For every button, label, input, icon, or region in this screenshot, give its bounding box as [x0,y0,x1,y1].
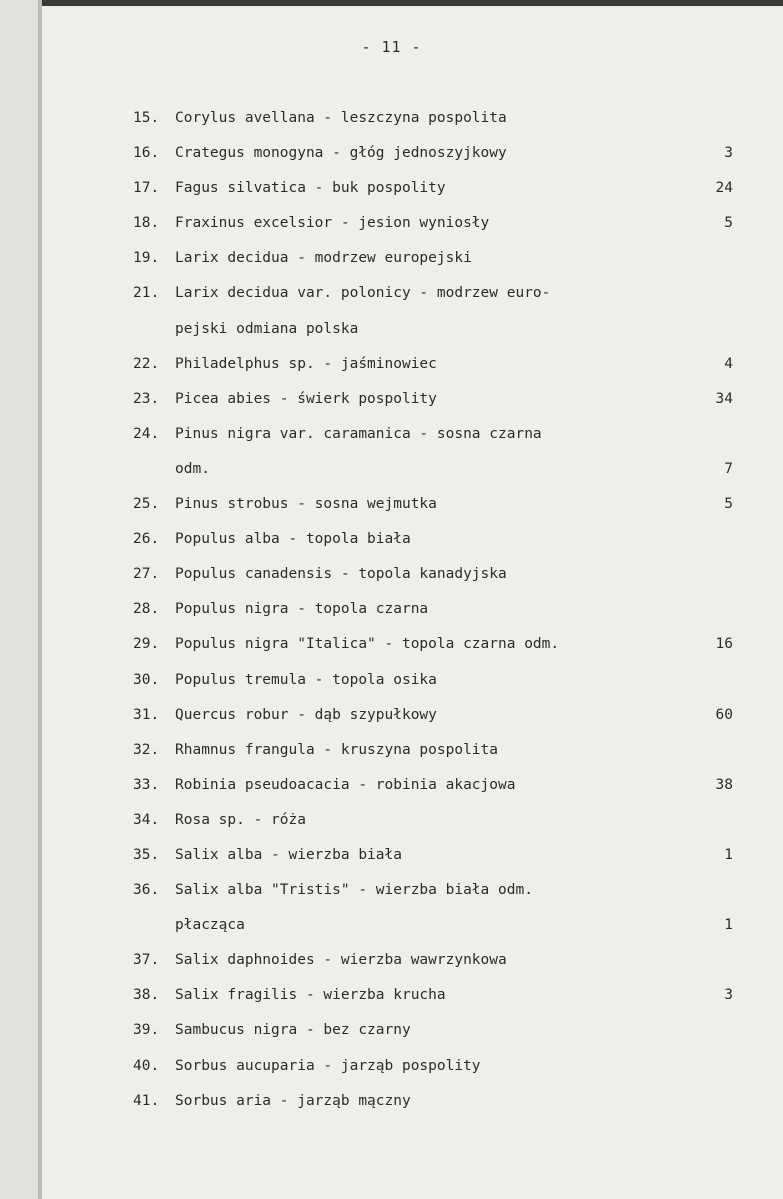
item-number: 15. [133,110,160,126]
species-name: Salix alba - wierzba biała [175,846,402,863]
species-name: Crategus monogyna - głóg jednoszyjkowy [175,145,507,162]
item-number: 41. [133,1092,160,1109]
item-number: 36. [133,882,160,899]
species-name: Populus nigra - topola czarna [175,601,429,618]
species-name: Picea abies - świerk pospolity [175,390,437,407]
list-item [133,527,753,562]
item-number: 23. [133,390,160,407]
item-number: 25. [133,496,160,513]
page-number: - 11 - [361,38,422,56]
item-quantity: 4 [724,355,733,372]
item-quantity: 7 [724,460,733,477]
list-item [133,352,753,387]
item-quantity: 16 [715,636,733,653]
item-quantity: 38 [715,776,733,793]
item-quantity: 5 [724,496,733,513]
item-number: 37. [133,952,160,969]
item-number: 16. [133,145,160,162]
item-number: 31. [133,706,160,723]
species-name: Sambucus nigra - bez czarny [175,1022,411,1039]
item-quantity: 1 [724,917,733,934]
list-item [133,632,753,667]
item-number: 18. [133,215,160,232]
list-item [133,1018,753,1053]
species-name: Quercus robur - dąb szypułkowy [175,706,437,723]
species-name: Populus nigra "Italica" - topola czarna odm. [175,636,560,653]
item-number: 35. [133,846,160,863]
item-number: 38. [133,987,160,1004]
list-item [133,808,753,843]
list-item [133,457,753,492]
species-name: Salix fragilis - wierzba krucha [175,987,446,1004]
item-quantity: 3 [724,145,733,162]
species-name: płacząca [175,917,245,934]
species-name: Larix decidua - modrzew europejski [175,250,472,267]
species-name: Rhamnus frangula - kruszyna pospolita [175,741,499,758]
species-name: Larix decidua var. polonicy - modrzew euro- [175,285,551,302]
list-item [133,597,753,632]
species-name: Salix alba "Tristis" - wierzba biała odm. [175,882,533,899]
list-item [133,246,753,281]
item-quantity: 3 [724,987,733,1004]
list-item [133,317,753,352]
list-item [133,703,753,738]
species-name: Populus tremula - topola osika [175,671,437,688]
list-item [133,878,753,913]
species-name: Populus canadensis - topola kanadyjska [175,566,507,583]
species-name: Fraxinus excelsior - jesion wyniosły [175,215,490,232]
list-item [133,492,753,527]
item-number: 21. [133,285,160,302]
item-number: 27. [133,566,160,583]
list-item [133,843,753,878]
scan-left-margin [0,0,38,1199]
item-number: 39. [133,1022,160,1039]
species-name: Philadelphus sp. - jaśminowiec [175,355,437,372]
item-number: 28. [133,601,160,618]
item-quantity: 24 [715,180,733,197]
species-name: Salix daphnoides - wierzba wawrzynkowa [175,952,507,969]
item-number: 33. [133,776,160,793]
item-number: 24. [133,425,160,442]
list-item [133,562,753,597]
item-quantity: 60 [715,706,733,723]
item-number: 29. [133,636,160,653]
item-number: 32. [133,741,160,758]
item-number: 30. [133,671,160,688]
item-number: 40. [133,1057,160,1074]
list-item [133,422,753,457]
list-item [133,738,753,773]
list-item [133,913,753,948]
list-item [133,1054,753,1089]
species-name: Robinia pseudoacacia - robinia akacjowa [175,776,516,793]
species-name: Pinus nigra var. caramanica - sosna czarna [175,425,542,442]
list-item [133,948,753,983]
species-name: Corylus avellana - leszczyna pospolita [175,110,507,126]
list-item [133,176,753,211]
species-name: Pinus strobus - sosna wejmutka [175,496,437,513]
item-number: 19. [133,250,160,267]
list-item [133,773,753,808]
species-name: odm. [175,460,210,477]
item-quantity: 5 [724,215,733,232]
species-name: Sorbus aria - jarząb mączny [175,1092,411,1109]
list-item [133,1089,753,1124]
item-number: 26. [133,531,160,548]
list-item [133,141,753,176]
species-name: Sorbus aucuparia - jarząb pospolity [175,1057,481,1074]
list-item [133,387,753,422]
species-name: Fagus silvatica - buk pospolity [175,180,446,197]
species-name: Rosa sp. - róża [175,811,306,828]
list-item [133,983,753,1018]
item-number: 17. [133,180,160,197]
list-item [133,281,753,316]
species-name: Populus alba - topola biała [175,531,411,548]
item-quantity: 34 [715,390,733,407]
species-name: pejski odmiana polska [175,320,359,337]
item-number: 22. [133,355,160,372]
list-item [133,106,753,141]
item-quantity: 1 [724,846,733,863]
item-number: 34. [133,811,160,828]
list-item [133,668,753,703]
list-item [133,211,753,246]
species-list [133,106,753,1124]
